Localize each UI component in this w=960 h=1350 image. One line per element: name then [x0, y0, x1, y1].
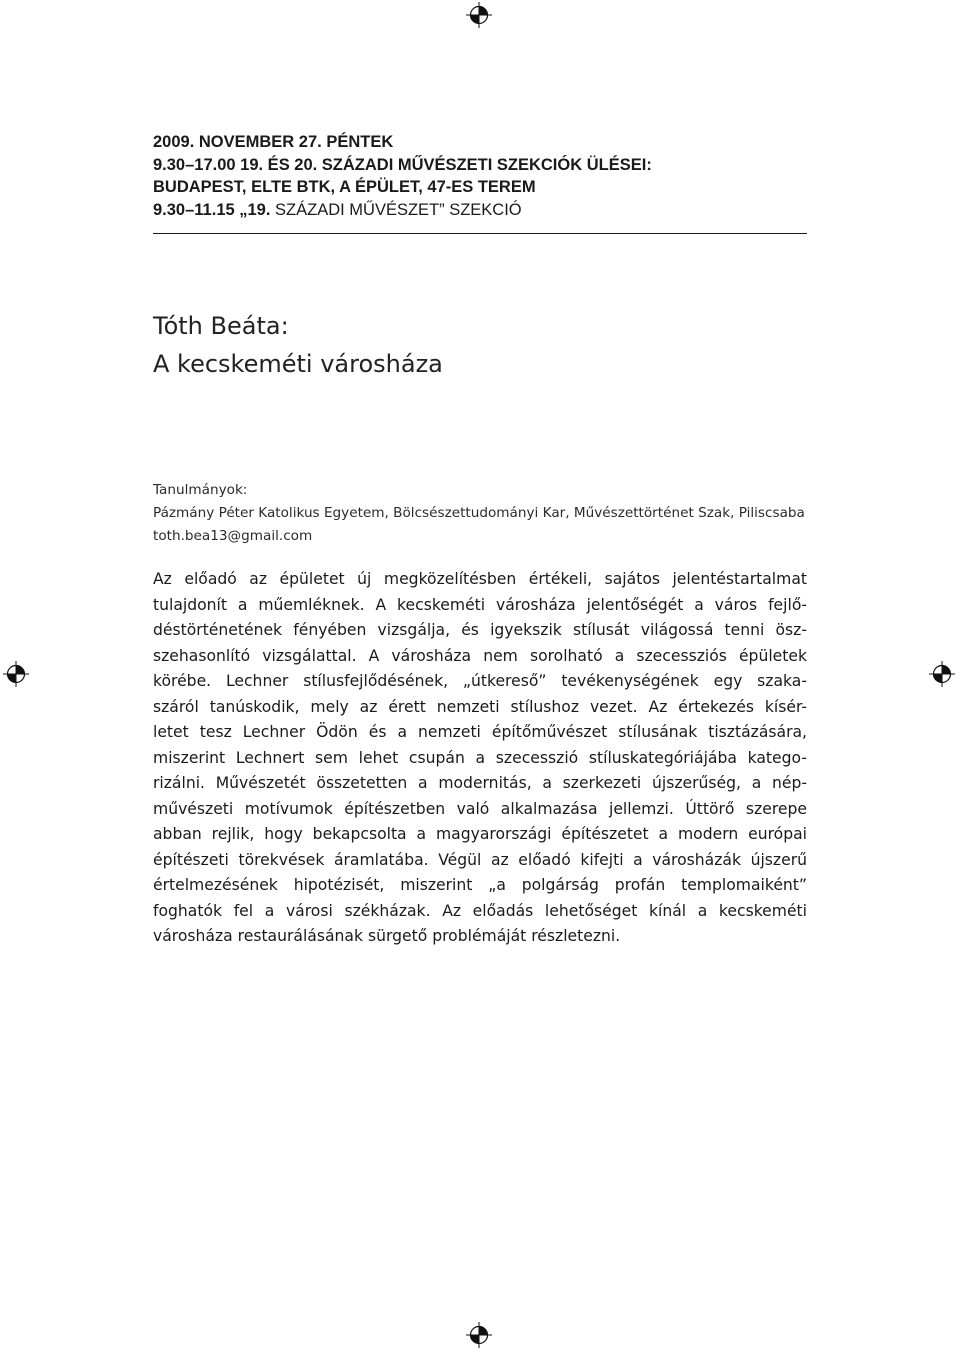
session-date: 2009. NOVEMBER 27. PÉNTEK	[153, 133, 394, 151]
abstract-line: művészeti motívumok építészetben való alkalmazása jellemzi. Úttörő szerepe	[153, 799, 807, 818]
abstract-line: építészeti törekvések áramlatába. Végül az előadó kifejti a városházák újszerű	[153, 850, 807, 869]
header-divider	[153, 233, 807, 234]
session-location: BUDAPEST, ELTE BTK, A ÉPÜLET, 47-ES TEREM	[153, 178, 536, 196]
abstract-line: Az előadó az épületet új megközelítésben értékeli, sajátos jelentéstartalmat	[153, 570, 807, 588]
abstract-line: városháza restaurálásának sürgető problémáját részletezni.	[153, 927, 621, 945]
talk-author: Tóth Beáta:	[153, 312, 289, 340]
section-time: 9.30–11.15 „19.	[153, 200, 271, 219]
abstract-line: letet tesz Lechner Ödön és a nemzeti építőművészet stílusának tisztázására,	[153, 723, 807, 741]
section-name: SZÁZADI MŰVÉSZET” SZEKCIÓ	[270, 200, 522, 219]
abstract-line: déstörténetének fényében vizsgálja, és igyekszik stílusát világossá tenni ösz-	[153, 621, 807, 639]
affiliation-label: Tanulmányok:	[153, 482, 248, 498]
session-time-range: 9.30–17.00 19. ÉS 20. SZÁZADI MŰVÉSZETI SZEKCIÓK ÜLÉSEI:	[153, 155, 652, 174]
abstract-line: szehasonlító vizsgálattal. A városháza nem sorolható a szecessziós épületek	[153, 646, 807, 665]
abstract-line: körébe. Lechner stílusfejlődésének, „útkereső” tevékenységének egy szaka-	[153, 672, 807, 690]
session-header	[153, 131, 809, 221]
abstract-line: foghatók fel a városi székházak. Az előadás lehetőséget kínál a kecskeméti	[153, 901, 807, 920]
registration-mark-icon	[3, 661, 29, 687]
registration-mark-icon	[466, 2, 492, 28]
abstract-line: miszerint Lechnert sem lehet csupán a szecesszió stíluskategóriájába katego-	[153, 748, 807, 767]
talk-abstract	[153, 567, 807, 950]
abstract-line: rizálni. Művészetét összetetten a modernitás, a szerkezeti újszerűség, a nép-	[153, 774, 807, 792]
talk-title: A kecskeméti városháza	[153, 350, 443, 378]
registration-mark-icon	[929, 661, 955, 687]
session-section	[153, 199, 809, 222]
abstract-line: abban rejlik, hogy bekapcsolta a magyarországi építészetet a modern európai	[153, 825, 807, 843]
abstract-line: tulajdonít a műemléknek. A kecskeméti városháza jelentőségét a város fejlő-	[153, 595, 807, 614]
abstract-line: értelmezésének hipotézisét, miszerint „a polgárság profán templomaiként”	[153, 876, 807, 894]
talk-heading	[153, 307, 809, 383]
author-affiliation	[153, 479, 809, 548]
author-email: toth.bea13@gmail.com	[153, 528, 313, 544]
affiliation-institution: Pázmány Péter Katolikus Egyetem, Bölcsészettudományi Kar, Művészettörténet Szak, Piliscsaba	[153, 505, 805, 521]
abstract-line: száról tanúskodik, mely az érett nemzeti stílushoz vezet. Az értekezés kísér-	[153, 697, 807, 716]
registration-mark-icon	[466, 1322, 492, 1348]
